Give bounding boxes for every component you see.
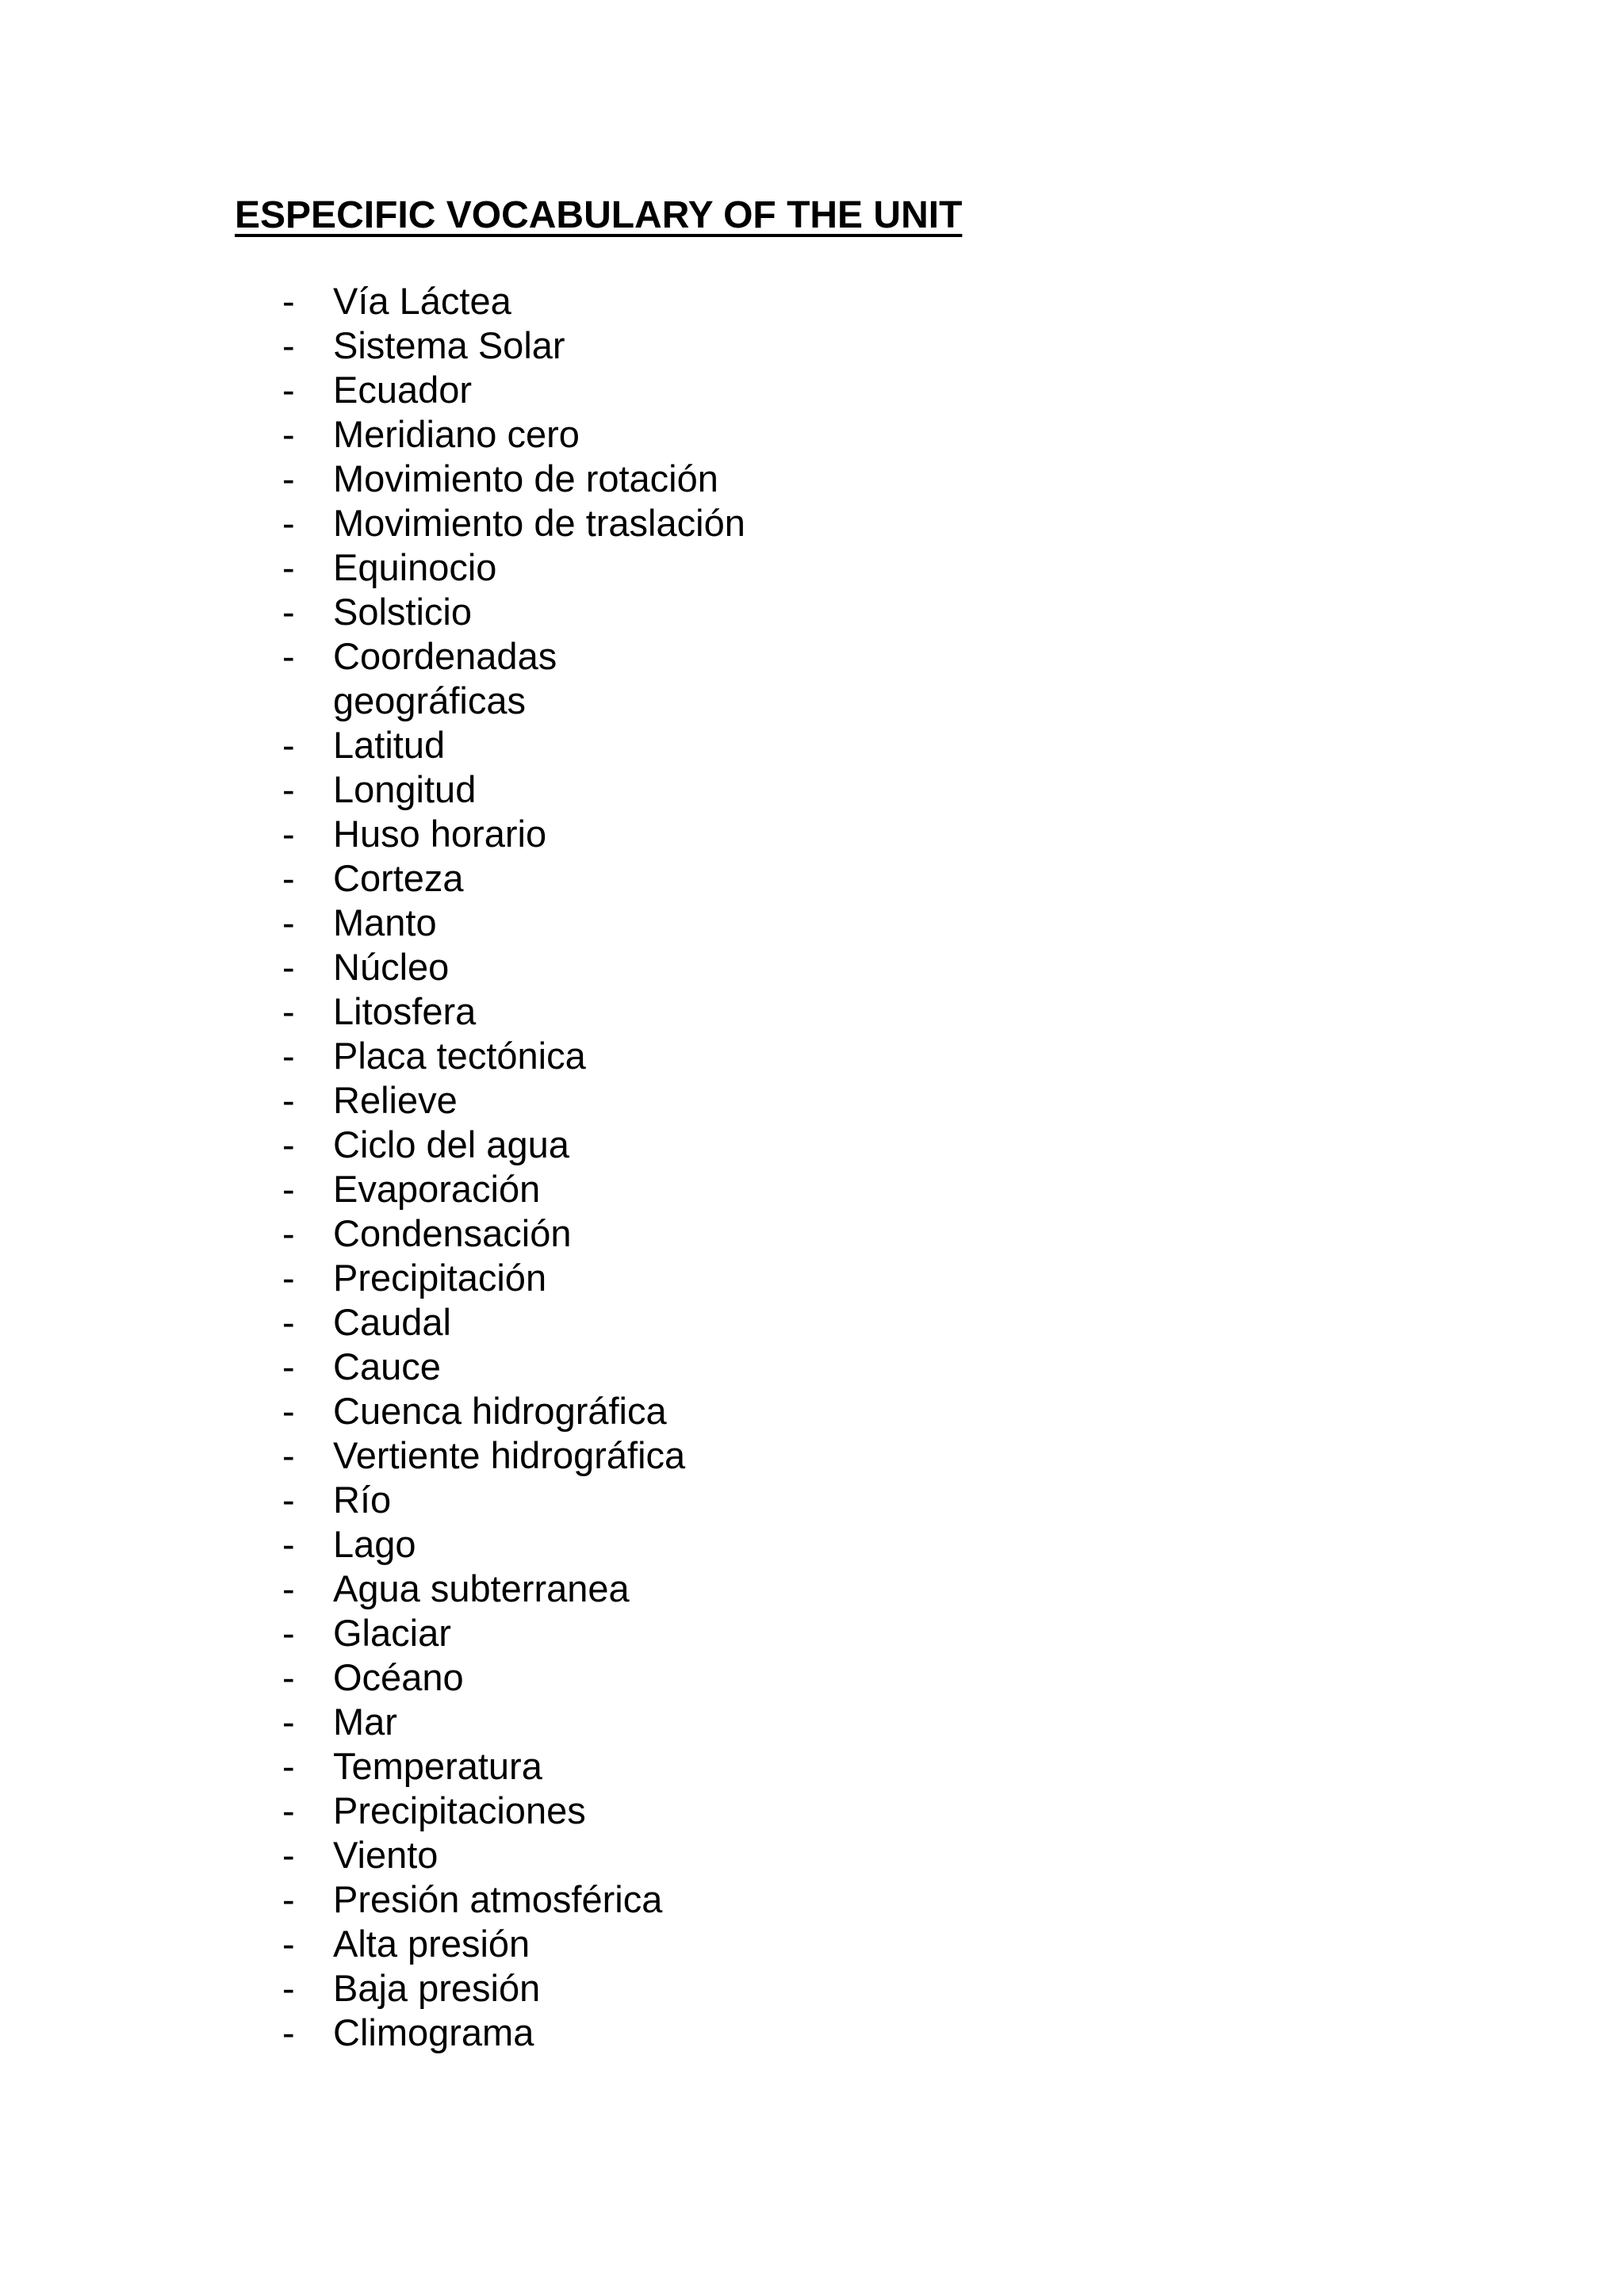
list-bullet: - (282, 369, 295, 411)
list-item (282, 1034, 1234, 1078)
vocabulary-term: Mar (333, 1701, 397, 1743)
list-bullet: - (282, 1479, 295, 1521)
list-item (282, 1522, 1234, 1567)
list-item (282, 1345, 1234, 1389)
vocabulary-term: Ecuador (333, 369, 473, 411)
vocabulary-term: Agua subterranea (333, 1567, 630, 1609)
list-item (282, 634, 1234, 723)
list-bullet: - (282, 1301, 295, 1343)
list-bullet: - (282, 1834, 295, 1876)
vocabulary-term: Océano (333, 1656, 464, 1698)
vocabulary-term: Placa tectónica (333, 1035, 586, 1077)
list-bullet: - (282, 1567, 295, 1609)
vocabulary-term: Cuenca hidrográfica (333, 1390, 667, 1432)
list-bullet: - (282, 2011, 295, 2053)
vocabulary-term: Vertiente hidrográfica (333, 1434, 686, 1476)
vocabulary-list (282, 279, 1234, 2055)
vocabulary-term: Climograma (333, 2011, 534, 2053)
list-item (282, 989, 1234, 1034)
list-bullet: - (282, 901, 295, 943)
list-bullet: - (282, 546, 295, 588)
vocabulary-term: Presión atmosférica (333, 1878, 663, 1920)
vocabulary-term: Precipitaciones (333, 1789, 586, 1831)
list-bullet: - (282, 1257, 295, 1299)
vocabulary-term: Litosfera (333, 990, 477, 1032)
list-bullet: - (282, 1434, 295, 1476)
list-item (282, 590, 1234, 634)
list-item (282, 457, 1234, 501)
list-bullet: - (282, 1701, 295, 1743)
vocabulary-term: Precipitación (333, 1257, 547, 1299)
vocabulary-term: Relieve (333, 1079, 458, 1121)
list-item (282, 368, 1234, 412)
list-item (282, 1078, 1234, 1123)
list-bullet: - (282, 1923, 295, 1965)
list-bullet: - (282, 857, 295, 899)
vocabulary-term: Baja presión (333, 1967, 541, 2009)
list-bullet: - (282, 724, 295, 766)
list-item (282, 1256, 1234, 1300)
list-item (282, 1567, 1234, 1611)
list-item (282, 1744, 1234, 1789)
vocabulary-term: Ciclo del agua (333, 1123, 569, 1165)
vocabulary-term: Longitud (333, 768, 477, 810)
list-bullet: - (282, 1079, 295, 1121)
vocabulary-term: Vía Láctea (333, 280, 511, 322)
list-item (282, 901, 1234, 945)
list-bullet: - (282, 1967, 295, 2009)
list-item (282, 1789, 1234, 1833)
vocabulary-term: Núcleo (333, 946, 450, 988)
vocabulary-term: Movimiento de traslación (333, 502, 745, 544)
list-item (282, 1877, 1234, 1922)
list-item (282, 812, 1234, 856)
list-bullet: - (282, 1745, 295, 1787)
vocabulary-term-continuation: geográficas (333, 679, 526, 721)
list-item (282, 1389, 1234, 1433)
list-bullet: - (282, 1789, 295, 1831)
list-bullet: - (282, 1168, 295, 1210)
list-bullet: - (282, 280, 295, 322)
list-bullet: - (282, 946, 295, 988)
list-bullet: - (282, 813, 295, 855)
vocabulary-term: Viento (333, 1834, 439, 1876)
list-bullet: - (282, 990, 295, 1032)
list-item (282, 279, 1234, 323)
list-bullet: - (282, 635, 295, 677)
list-bullet: - (282, 1656, 295, 1698)
list-item (282, 1433, 1234, 1478)
list-bullet: - (282, 324, 295, 366)
vocabulary-term: Glaciar (333, 1612, 451, 1654)
vocabulary-term: Sistema Solar (333, 324, 565, 366)
vocabulary-term: Huso horario (333, 813, 547, 855)
vocabulary-term: Río (333, 1479, 392, 1521)
list-item (282, 1123, 1234, 1167)
list-bullet: - (282, 1878, 295, 1920)
list-bullet: - (282, 413, 295, 455)
list-item (282, 1211, 1234, 1256)
list-item (282, 1611, 1234, 1655)
list-bullet: - (282, 1390, 295, 1432)
list-bullet: - (282, 1212, 295, 1254)
list-bullet: - (282, 1523, 295, 1565)
vocabulary-term: Lago (333, 1523, 416, 1565)
list-item (282, 1167, 1234, 1211)
vocabulary-term: Latitud (333, 724, 446, 766)
list-item (282, 1700, 1234, 1744)
vocabulary-term: Manto (333, 901, 437, 943)
list-bullet: - (282, 1035, 295, 1077)
list-item (282, 412, 1234, 457)
list-bullet: - (282, 457, 295, 499)
list-item (282, 2011, 1234, 2055)
list-bullet: - (282, 591, 295, 633)
list-item (282, 501, 1234, 545)
list-item (282, 723, 1234, 767)
list-item (282, 767, 1234, 812)
vocabulary-term: Cauce (333, 1345, 441, 1387)
list-bullet: - (282, 1123, 295, 1165)
list-item (282, 1655, 1234, 1700)
list-item (282, 1922, 1234, 1966)
vocabulary-term: Temperatura (333, 1745, 542, 1787)
list-item (282, 1300, 1234, 1345)
list-item (282, 856, 1234, 901)
list-bullet: - (282, 1612, 295, 1654)
list-item (282, 1966, 1234, 2011)
vocabulary-term: Alta presión (333, 1923, 530, 1965)
vocabulary-term: Meridiano cero (333, 413, 580, 455)
list-item (282, 1478, 1234, 1522)
list-bullet: - (282, 1345, 295, 1387)
list-item (282, 945, 1234, 989)
list-bullet: - (282, 502, 295, 544)
list-item (282, 545, 1234, 590)
page-title: ESPECIFIC VOCABULARY OF THE UNIT (235, 194, 963, 236)
vocabulary-term: Condensación (333, 1212, 572, 1254)
vocabulary-term: Equinocio (333, 546, 497, 588)
vocabulary-term: Solsticio (333, 591, 473, 633)
vocabulary-term: Corteza (333, 857, 464, 899)
list-item (282, 1833, 1234, 1877)
vocabulary-term: Coordenadas (333, 635, 557, 677)
vocabulary-term: Caudal (333, 1301, 451, 1343)
list-item (282, 323, 1234, 368)
list-bullet: - (282, 768, 295, 810)
vocabulary-term: Movimiento de rotación (333, 457, 718, 499)
vocabulary-term: Evaporación (333, 1168, 541, 1210)
